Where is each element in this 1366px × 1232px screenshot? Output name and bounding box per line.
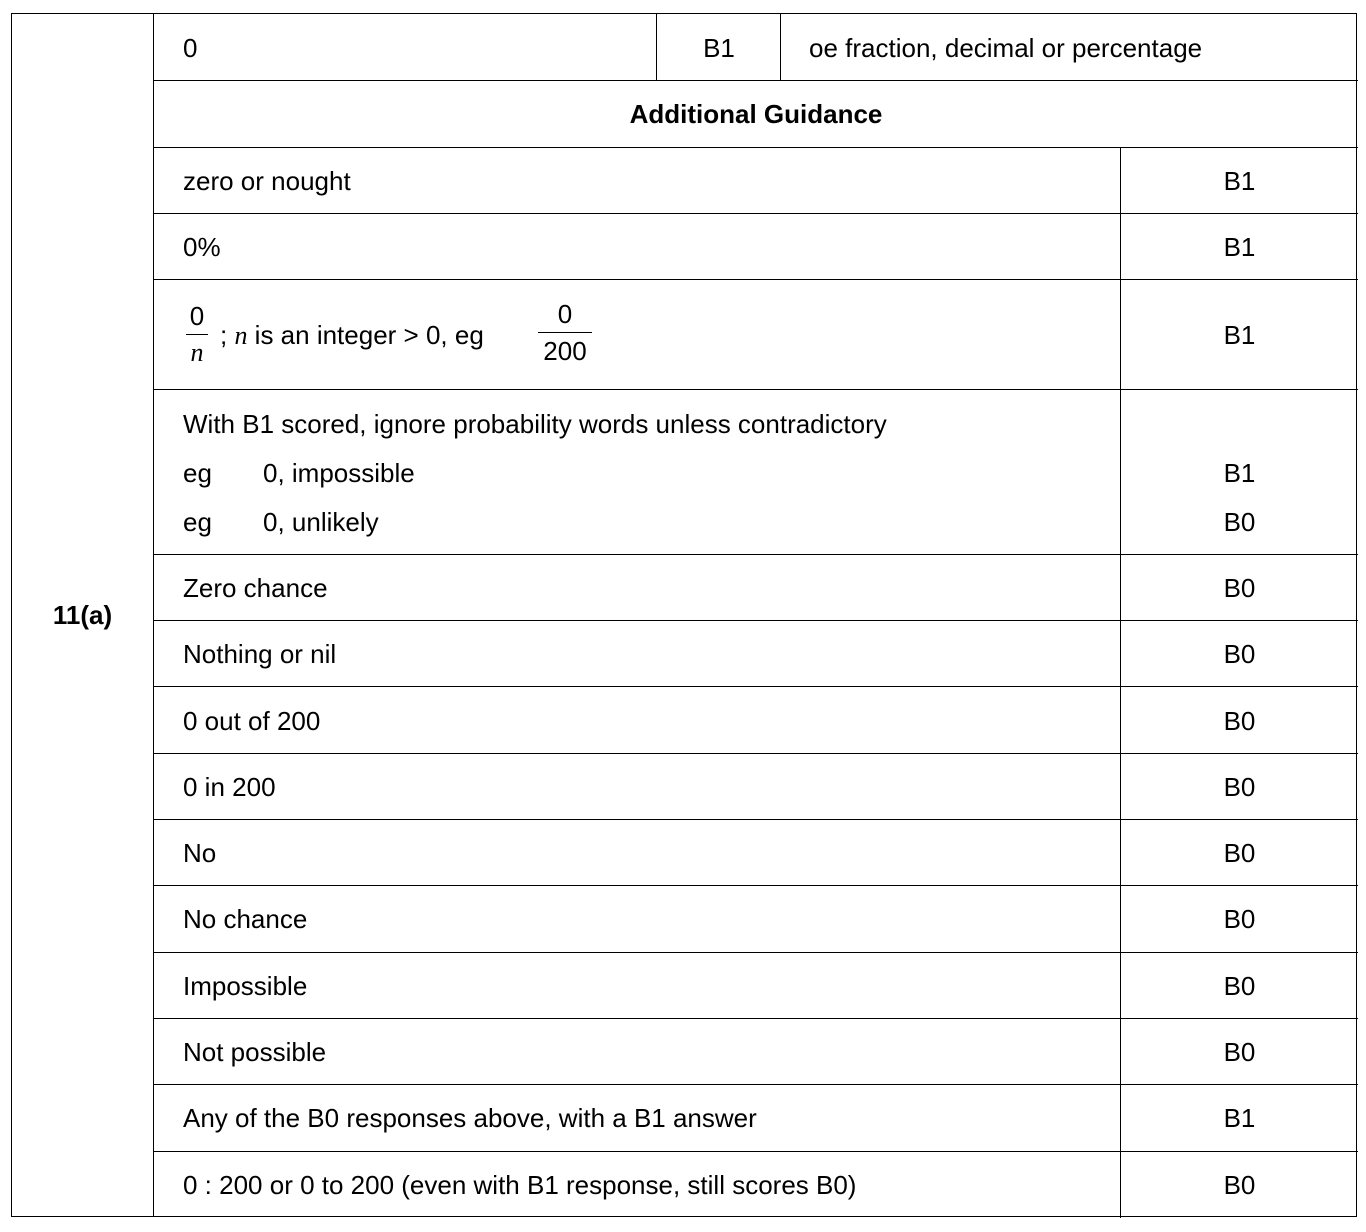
fraction-bar	[186, 334, 208, 335]
answer-value: 0	[183, 33, 198, 63]
question-number: 11(a)	[52, 599, 113, 630]
row-divider	[154, 753, 1358, 754]
guidance-text: Any of the B0 responses above, with a B1 answer	[183, 1103, 757, 1133]
divider	[780, 14, 781, 80]
row-divider	[154, 389, 1358, 390]
row-divider	[154, 952, 1358, 953]
row-divider	[154, 147, 1358, 148]
guidance-text: With B1 scored, ignore probability words unless contradictory	[183, 409, 887, 439]
answer-mark: B1	[703, 33, 735, 63]
example-text: 0, impossible	[263, 458, 415, 488]
guidance-text: 0 out of 200	[183, 706, 321, 736]
guidance-text: 0 in 200	[183, 772, 276, 802]
guidance-mark: B0	[1223, 706, 1256, 736]
fraction-0-over-n	[186, 302, 208, 367]
question-column	[12, 14, 154, 1216]
variable-n: n	[234, 321, 248, 350]
row-divider	[154, 1018, 1358, 1019]
fraction-bar	[538, 332, 592, 333]
fraction-numerator: 0	[189, 301, 205, 331]
row-divider	[154, 686, 1358, 687]
guidance-mark: B0	[1223, 573, 1256, 603]
example-label: eg	[183, 458, 212, 488]
guidance-mark: B0	[1223, 838, 1256, 868]
fraction-numerator: 0	[557, 299, 573, 329]
row-divider	[154, 554, 1358, 555]
guidance-mark: B0	[1223, 1037, 1256, 1067]
example-label: eg	[183, 507, 212, 537]
guidance-text: 0 : 200 or 0 to 200 (even with B1 response, still scores B0)	[183, 1170, 857, 1200]
guidance-mark: B1	[1223, 232, 1256, 262]
example-mark: B0	[1223, 507, 1256, 537]
guidance-mark: B1	[1223, 320, 1256, 350]
guidance-mark: B1	[1223, 1103, 1256, 1133]
guidance-header: Additional Guidance	[629, 99, 883, 129]
guidance-mark: B0	[1223, 772, 1256, 802]
guidance-text: Zero chance	[183, 573, 328, 603]
row-divider	[154, 1151, 1358, 1152]
row-divider	[154, 819, 1358, 820]
row-divider	[154, 620, 1358, 621]
guidance-mark: B0	[1223, 1170, 1256, 1200]
guidance-mark: B1	[1223, 166, 1256, 196]
text-part: ;	[220, 320, 235, 350]
row-divider	[154, 279, 1358, 280]
text-part: is an integer > 0, eg	[247, 320, 484, 350]
row-divider	[154, 885, 1358, 886]
row-divider	[154, 213, 1358, 214]
guidance-text: No chance	[183, 904, 308, 934]
guidance-mark: B0	[1223, 639, 1256, 669]
guidance-text: 0%	[183, 232, 221, 262]
guidance-text: zero or nought	[183, 166, 351, 196]
mark-scheme-table	[11, 13, 1357, 1217]
fraction-0-over-200	[538, 300, 592, 365]
guidance-text: Impossible	[183, 971, 308, 1001]
example-mark: B1	[1223, 458, 1256, 488]
guidance-text: No	[183, 838, 217, 868]
example-text: 0, unlikely	[263, 507, 379, 537]
fraction-denominator: n	[190, 338, 204, 367]
guidance-text: Not possible	[183, 1037, 327, 1067]
fraction-denominator: 200	[543, 336, 587, 366]
guidance-text: Nothing or nil	[183, 639, 337, 669]
row-divider	[154, 80, 1358, 81]
row-divider	[154, 1084, 1358, 1085]
answer-comment: oe fraction, decimal or percentage	[809, 33, 1203, 63]
integer-condition-text	[220, 320, 484, 351]
guidance-mark: B0	[1223, 904, 1256, 934]
guidance-mark: B0	[1223, 971, 1256, 1001]
